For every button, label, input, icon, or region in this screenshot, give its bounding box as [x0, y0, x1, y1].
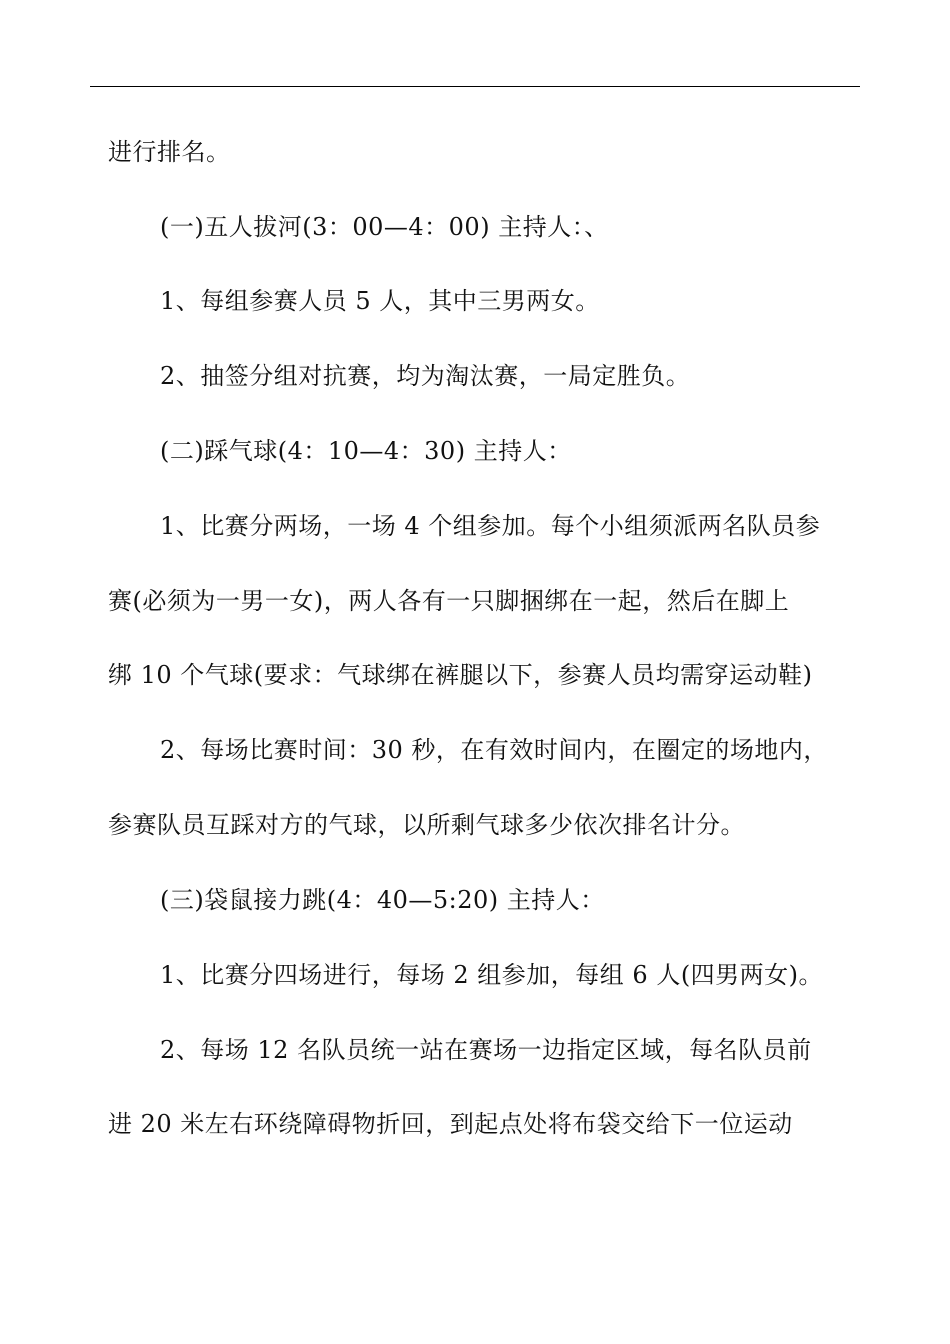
- text-line-13: 2、每场 12 名队员统一站在赛场一边指定区域，每名队员前: [160, 1036, 812, 1064]
- text-line-3: 1、每组参赛人员 5 人，其中三男两女。: [160, 287, 600, 315]
- header-rule: [90, 86, 860, 87]
- text-line-10: 参赛队员互踩对方的气球，以所剩气球多少依次排名计分。: [108, 811, 745, 839]
- text-line-9: 2、每场比赛时间：30 秒，在有效时间内，在圈定的场地内，: [160, 736, 828, 764]
- text-line-14: 进 20 米左右环绕障碍物折回，到起点处将布袋交给下一位运动: [108, 1110, 793, 1138]
- text-line-4: 2、抽签分组对抗赛，均为淘汰赛，一局定胜负。: [160, 362, 691, 390]
- text-line-7: 赛(必须为一男一女)，两人各有一只脚捆绑在一起，然后在脚上: [108, 587, 790, 615]
- section-heading-tug-of-war: (一)五人拔河(3：00—4：00) 主持人：、: [160, 213, 609, 241]
- section-heading-balloon-stomp: (二)踩气球(4：10—4：30) 主持人：: [160, 437, 572, 465]
- text-line-1: 进行排名。: [108, 138, 231, 166]
- section-heading-kangaroo-relay: (三)袋鼠接力跳(4：40—5:20) 主持人：: [160, 886, 605, 914]
- text-line-6: 1、比赛分两场，一场 4 个组参加。每个小组须派两名队员参: [160, 512, 821, 540]
- text-line-12: 1、比赛分四场进行，每场 2 组参加，每组 6 人(四男两女)。: [160, 961, 824, 989]
- text-line-8: 绑 10 个气球(要求：气球绑在裤腿以下，参赛人员均需穿运动鞋): [108, 661, 813, 689]
